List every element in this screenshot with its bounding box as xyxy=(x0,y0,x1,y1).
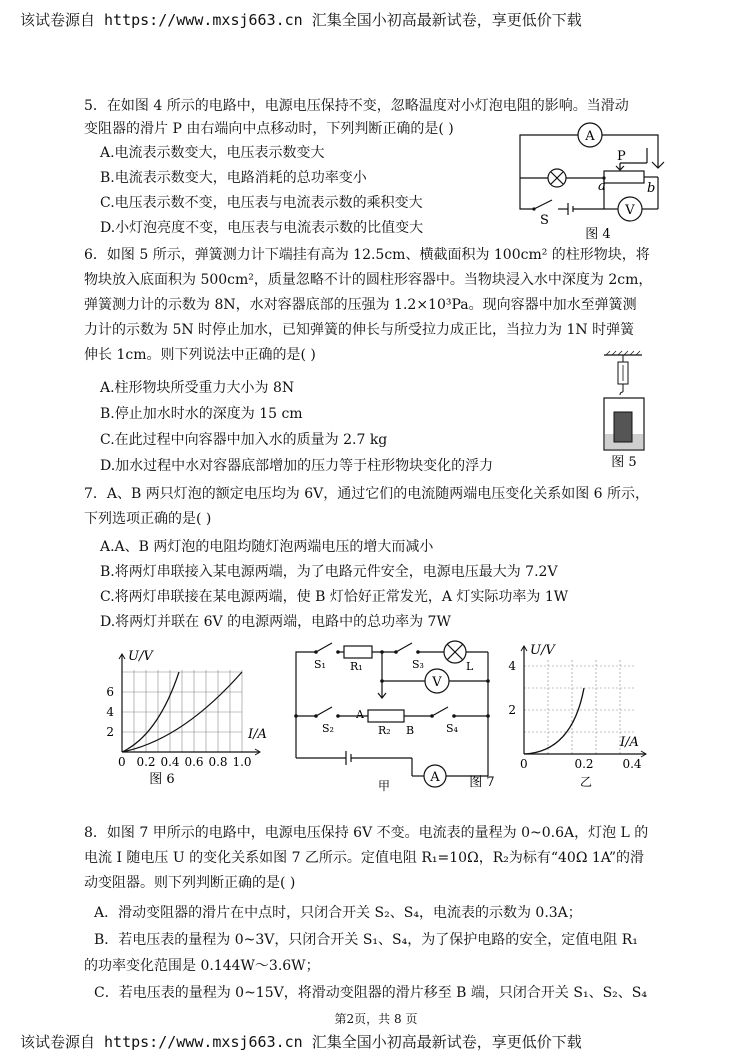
fig7-r1-label: R₁ xyxy=(350,660,363,673)
q7-option-a: A.A、B 两灯泡的电阻均随灯泡两端电压的增大而减小 xyxy=(100,539,434,555)
fig6-caption: 图 6 xyxy=(149,772,175,785)
fig7-graph-xlabel: I/A xyxy=(620,735,639,750)
fig6-xlabel: I/A xyxy=(248,727,267,742)
q6-option-b: B.停止加水时水的深度为 15 cm xyxy=(100,406,303,422)
fig7-graph-ylabel: U/V xyxy=(530,643,555,658)
q7-line1: 7．A、B 两只灯泡的额定电压均为 6V，通过它们的电流随两端电压变化关系如图 6 所示， xyxy=(84,486,650,502)
fig7-ammeter-label: A xyxy=(430,770,440,785)
figure-5-spring-container xyxy=(596,350,656,470)
fig6-ytick: 6 xyxy=(106,685,114,699)
q8-line3: 动变阻器。则下列判断正确的是( ) xyxy=(84,875,296,891)
page-number: 第2页，共 8 页 xyxy=(334,1012,418,1026)
figure-4-circuit xyxy=(510,118,690,243)
fig6-ytick: 2 xyxy=(106,725,114,739)
fig4-voltmeter-label: V xyxy=(625,203,635,218)
fig7-r2-end-b: B xyxy=(406,724,415,737)
fig6-xtick: 0 xyxy=(118,755,126,769)
figure-6-graph xyxy=(92,640,277,785)
q8-option-c-line1: C．若电压表的量程为 0~15V，将滑动变阻器的滑片移至 B 端，只闭合开关 S₁、S₂、S₄ xyxy=(94,985,647,1001)
fig7-s4-label: S₄ xyxy=(446,722,458,735)
q7-option-c: C.将两灯串联接在某电源两端，使 B 灯恰好正常发光，A 灯实际功率为 1W xyxy=(100,589,569,605)
fig4-caption: 图 4 xyxy=(585,227,611,242)
fig7-graph-ytick: 2 xyxy=(508,703,516,717)
fig7-lamp-label: L xyxy=(466,660,474,673)
fig4-switch-label: S xyxy=(540,213,549,228)
top-banner: 该试卷源自 https://www.mxsj663.cn 汇集全国小初高最新试卷，享更低价下载 xyxy=(20,11,582,29)
fig6-ytick: 4 xyxy=(106,705,114,719)
q5-option-d: D.小灯泡亮度不变，电压表与电流表示数的比值变大 xyxy=(100,220,424,236)
q5-stem-line2: 变阻器的滑片 P 由右端向中点移动时，下列判断正确的是( ) xyxy=(84,121,454,137)
fig5-caption: 图 5 xyxy=(611,455,637,470)
bottom-banner: 该试卷源自 https://www.mxsj663.cn 汇集全国小初高最新试卷，享更低价下载 xyxy=(20,1033,582,1051)
fig4-end-a: a xyxy=(598,179,606,194)
q6-line2: 物块放入底面积为 500cm²，质量忽略不计的圆柱形容器中。当物块浸入水中深度为 2cm， xyxy=(84,272,653,288)
fig7-caption: 图 7 xyxy=(469,775,495,790)
fig7-graph-xtick: 0.4 xyxy=(622,757,642,771)
q8-line1: 8．如图 7 甲所示的电路中，电源电压保持 6V 不变。电流表的量程为 0~0.6A，灯泡 L 的 xyxy=(84,825,649,841)
q5-option-c: C.电压表示数不变，电压表与电流表示数的乘积变大 xyxy=(100,195,423,211)
fig7-sub-yi: 乙 xyxy=(579,775,593,788)
fig7-graph-xtick: 0 xyxy=(520,757,528,771)
q7-line2: 下列选项正确的是( ) xyxy=(84,511,212,527)
fig6-xtick: 0.8 xyxy=(208,755,228,769)
q8-option-b-line1: B．若电压表的量程为 0~3V，只闭合开关 S₁、S₄，为了保护电路的安全，定值电阻 R₁ xyxy=(94,932,638,948)
fig7-s3-label: S₃ xyxy=(412,658,424,671)
fig7-r2-end-a: A xyxy=(356,708,364,721)
q6-option-a: A.柱形物块所受重力大小为 8N xyxy=(100,380,295,396)
q6-line5: 伸长 1cm。则下列说法中正确的是( ) xyxy=(84,347,316,363)
q6-line1: 6．如图 5 所示，弹簧测力计下端挂有高为 12.5cm、横截面积为 100cm² 的柱形物块，将 xyxy=(84,247,650,263)
figure-7-circuit-jia xyxy=(286,636,496,792)
q6-line4: 力计的示数为 5N 时停止加水，已知弹簧的伸长与所受拉力成正比，当拉力为 1N 时弹簧 xyxy=(84,322,635,338)
figure-7-graph-yi xyxy=(506,638,656,788)
fig7-s1-label: S₁ xyxy=(314,658,326,671)
fig6-xtick: 0.2 xyxy=(136,755,156,769)
fig4-ammeter-label: A xyxy=(585,129,595,144)
q8-option-b-line2: 的功率变化范围是 0.144W～3.6W； xyxy=(84,958,320,974)
q6-option-c: C.在此过程中向容器中加入水的质量为 2.7 kg xyxy=(100,432,388,448)
fig7-voltmeter-label: V xyxy=(432,675,442,690)
fig4-end-b: b xyxy=(647,181,656,196)
q6-line3: 弹簧测力计的示数为 8N，水对容器底部的压强为 1.2×10³Pa。现向容器中加水至弹簧测 xyxy=(84,297,637,313)
q5-option-b: B.电流表示数变大，电路消耗的总功率变小 xyxy=(100,170,367,186)
fig4-slider-label: P xyxy=(617,149,626,164)
fig6-ylabel: U/V xyxy=(128,649,153,664)
q7-option-b: B.将两灯串联接入某电源两端，为了电路元件安全，电源电压最大为 7.2V xyxy=(100,564,558,580)
fig7-graph-xtick: 0.2 xyxy=(574,757,594,771)
fig7-graph-ytick: 4 xyxy=(508,659,516,673)
q5-option-a: A.电流表示数变大，电压表示数变大 xyxy=(100,145,325,161)
fig6-xtick: 1.0 xyxy=(232,755,252,769)
fig7-sub-jia: 甲 xyxy=(377,779,391,792)
fig6-xtick: 0.4 xyxy=(160,755,180,769)
q8-line2: 电流 I 随电压 U 的变化关系如图 7 乙所示。定值电阻 R₁=10Ω，R₂为标有“40Ω 1A”的滑 xyxy=(84,850,644,866)
fig7-r2-label: R₂ xyxy=(378,724,391,737)
q7-option-d: D.将两灯并联在 6V 的电源两端，电路中的总功率为 7W xyxy=(100,614,451,630)
fig7-s2-label: S₂ xyxy=(322,722,334,735)
q8-option-a: A．滑动变阻器的滑片在中点时，只闭合开关 S₂、S₄，电流表的示数为 0.3A； xyxy=(94,905,582,921)
q5-stem-line1: 5．在如图 4 所示的电路中，电源电压保持不变，忽略温度对小灯泡电阻的影响。当滑动 xyxy=(84,98,629,114)
fig6-xtick: 0.6 xyxy=(184,755,204,769)
q6-option-d: D.加水过程中水对容器底部增加的压力等于柱形物块变化的浮力 xyxy=(100,458,494,474)
